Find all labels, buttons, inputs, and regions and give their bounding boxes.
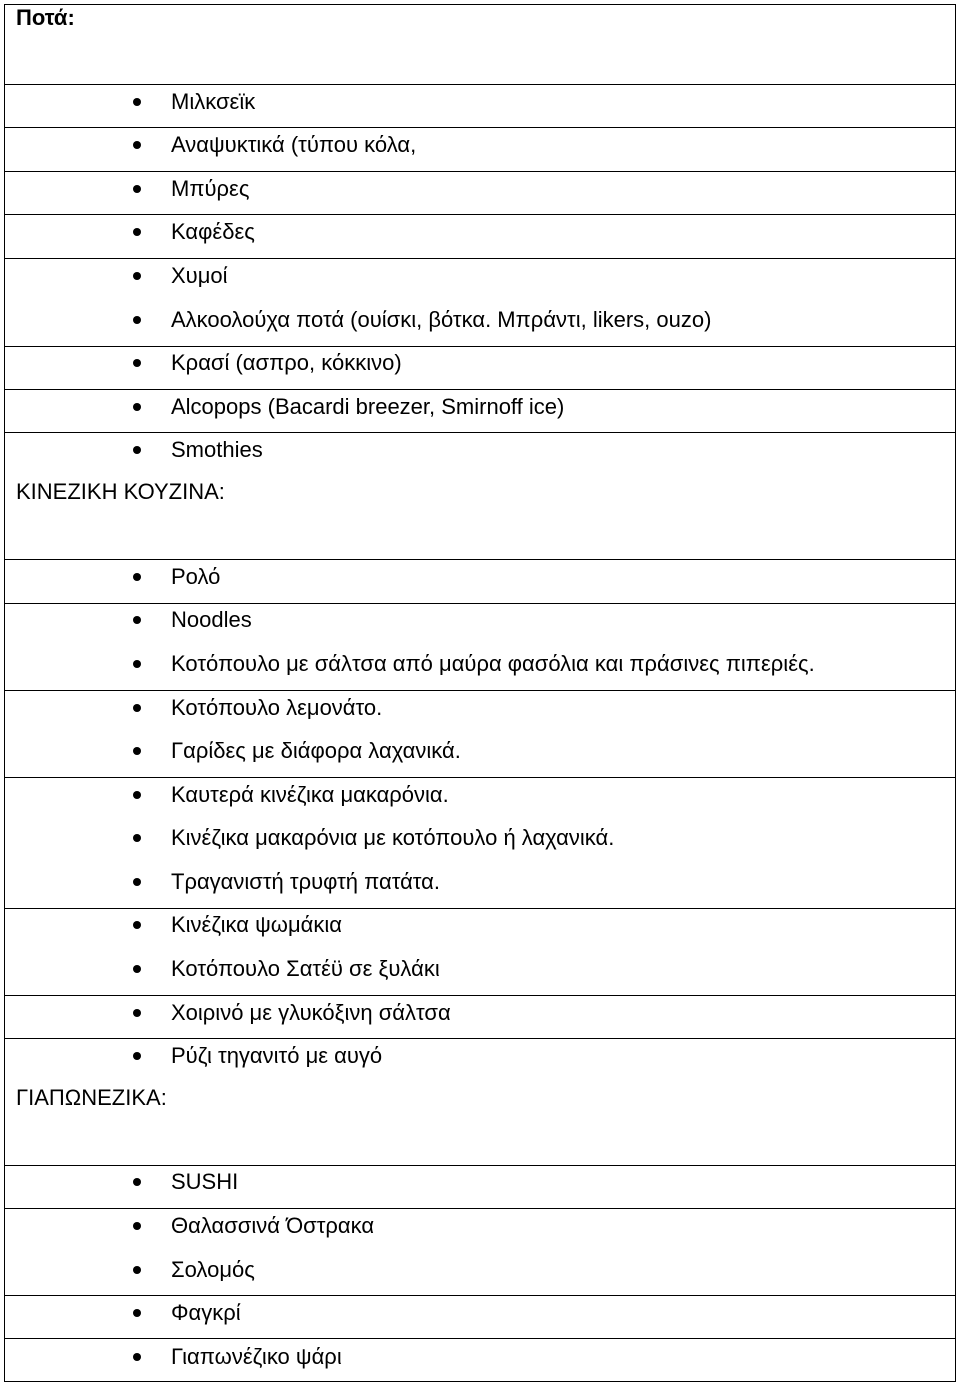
bullet-icon [133,747,141,755]
bullet-icon [133,921,141,929]
row-divider [4,84,956,85]
row-divider [4,432,956,433]
bullet-icon [133,878,141,886]
bullet-icon [133,316,141,324]
row-divider [4,214,956,215]
bullet-icon [133,1052,141,1060]
row-divider [4,258,956,259]
bullet-icon [133,834,141,842]
row-divider [4,389,956,390]
row-divider [4,346,956,347]
bullet-icon [133,1309,141,1317]
section-heading-drinks: Ποτά: [16,5,75,30]
section-heading-japanese: ΓΙΑΠΩΝΕΖΙΚΑ: [16,1085,167,1110]
bullet-icon [133,272,141,280]
bullet-icon [133,965,141,973]
bullet-icon [133,1353,141,1361]
row-divider [4,1038,956,1039]
row-divider [4,559,956,560]
bullet-icon [133,616,141,624]
row-divider [4,1338,956,1339]
bullet-icon [133,1009,141,1017]
bullet-icon [133,1178,141,1186]
row-divider [4,995,956,996]
row-divider [4,171,956,172]
bullet-icon [133,791,141,799]
bullet-icon [133,403,141,411]
bullet-icon [133,573,141,581]
row-divider [4,1165,956,1166]
menu-table [4,4,956,1382]
row-divider [4,603,956,604]
row-divider [4,777,956,778]
bullet-icon [133,185,141,193]
bullet-icon [133,660,141,668]
bullet-icon [133,704,141,712]
row-divider [4,908,956,909]
bullet-icon [133,446,141,454]
row-divider [4,690,956,691]
row-divider [4,1208,956,1209]
bullet-icon [133,228,141,236]
row-divider [4,1295,956,1296]
bullet-icon [133,1266,141,1274]
row-divider [4,127,956,128]
bullet-icon [133,359,141,367]
bullet-icon [133,98,141,106]
bullet-icon [133,141,141,149]
bullet-icon [133,1222,141,1230]
section-heading-chinese: ΚΙΝΕΖΙΚΗ ΚΟΥΖΙΝΑ: [16,479,225,504]
